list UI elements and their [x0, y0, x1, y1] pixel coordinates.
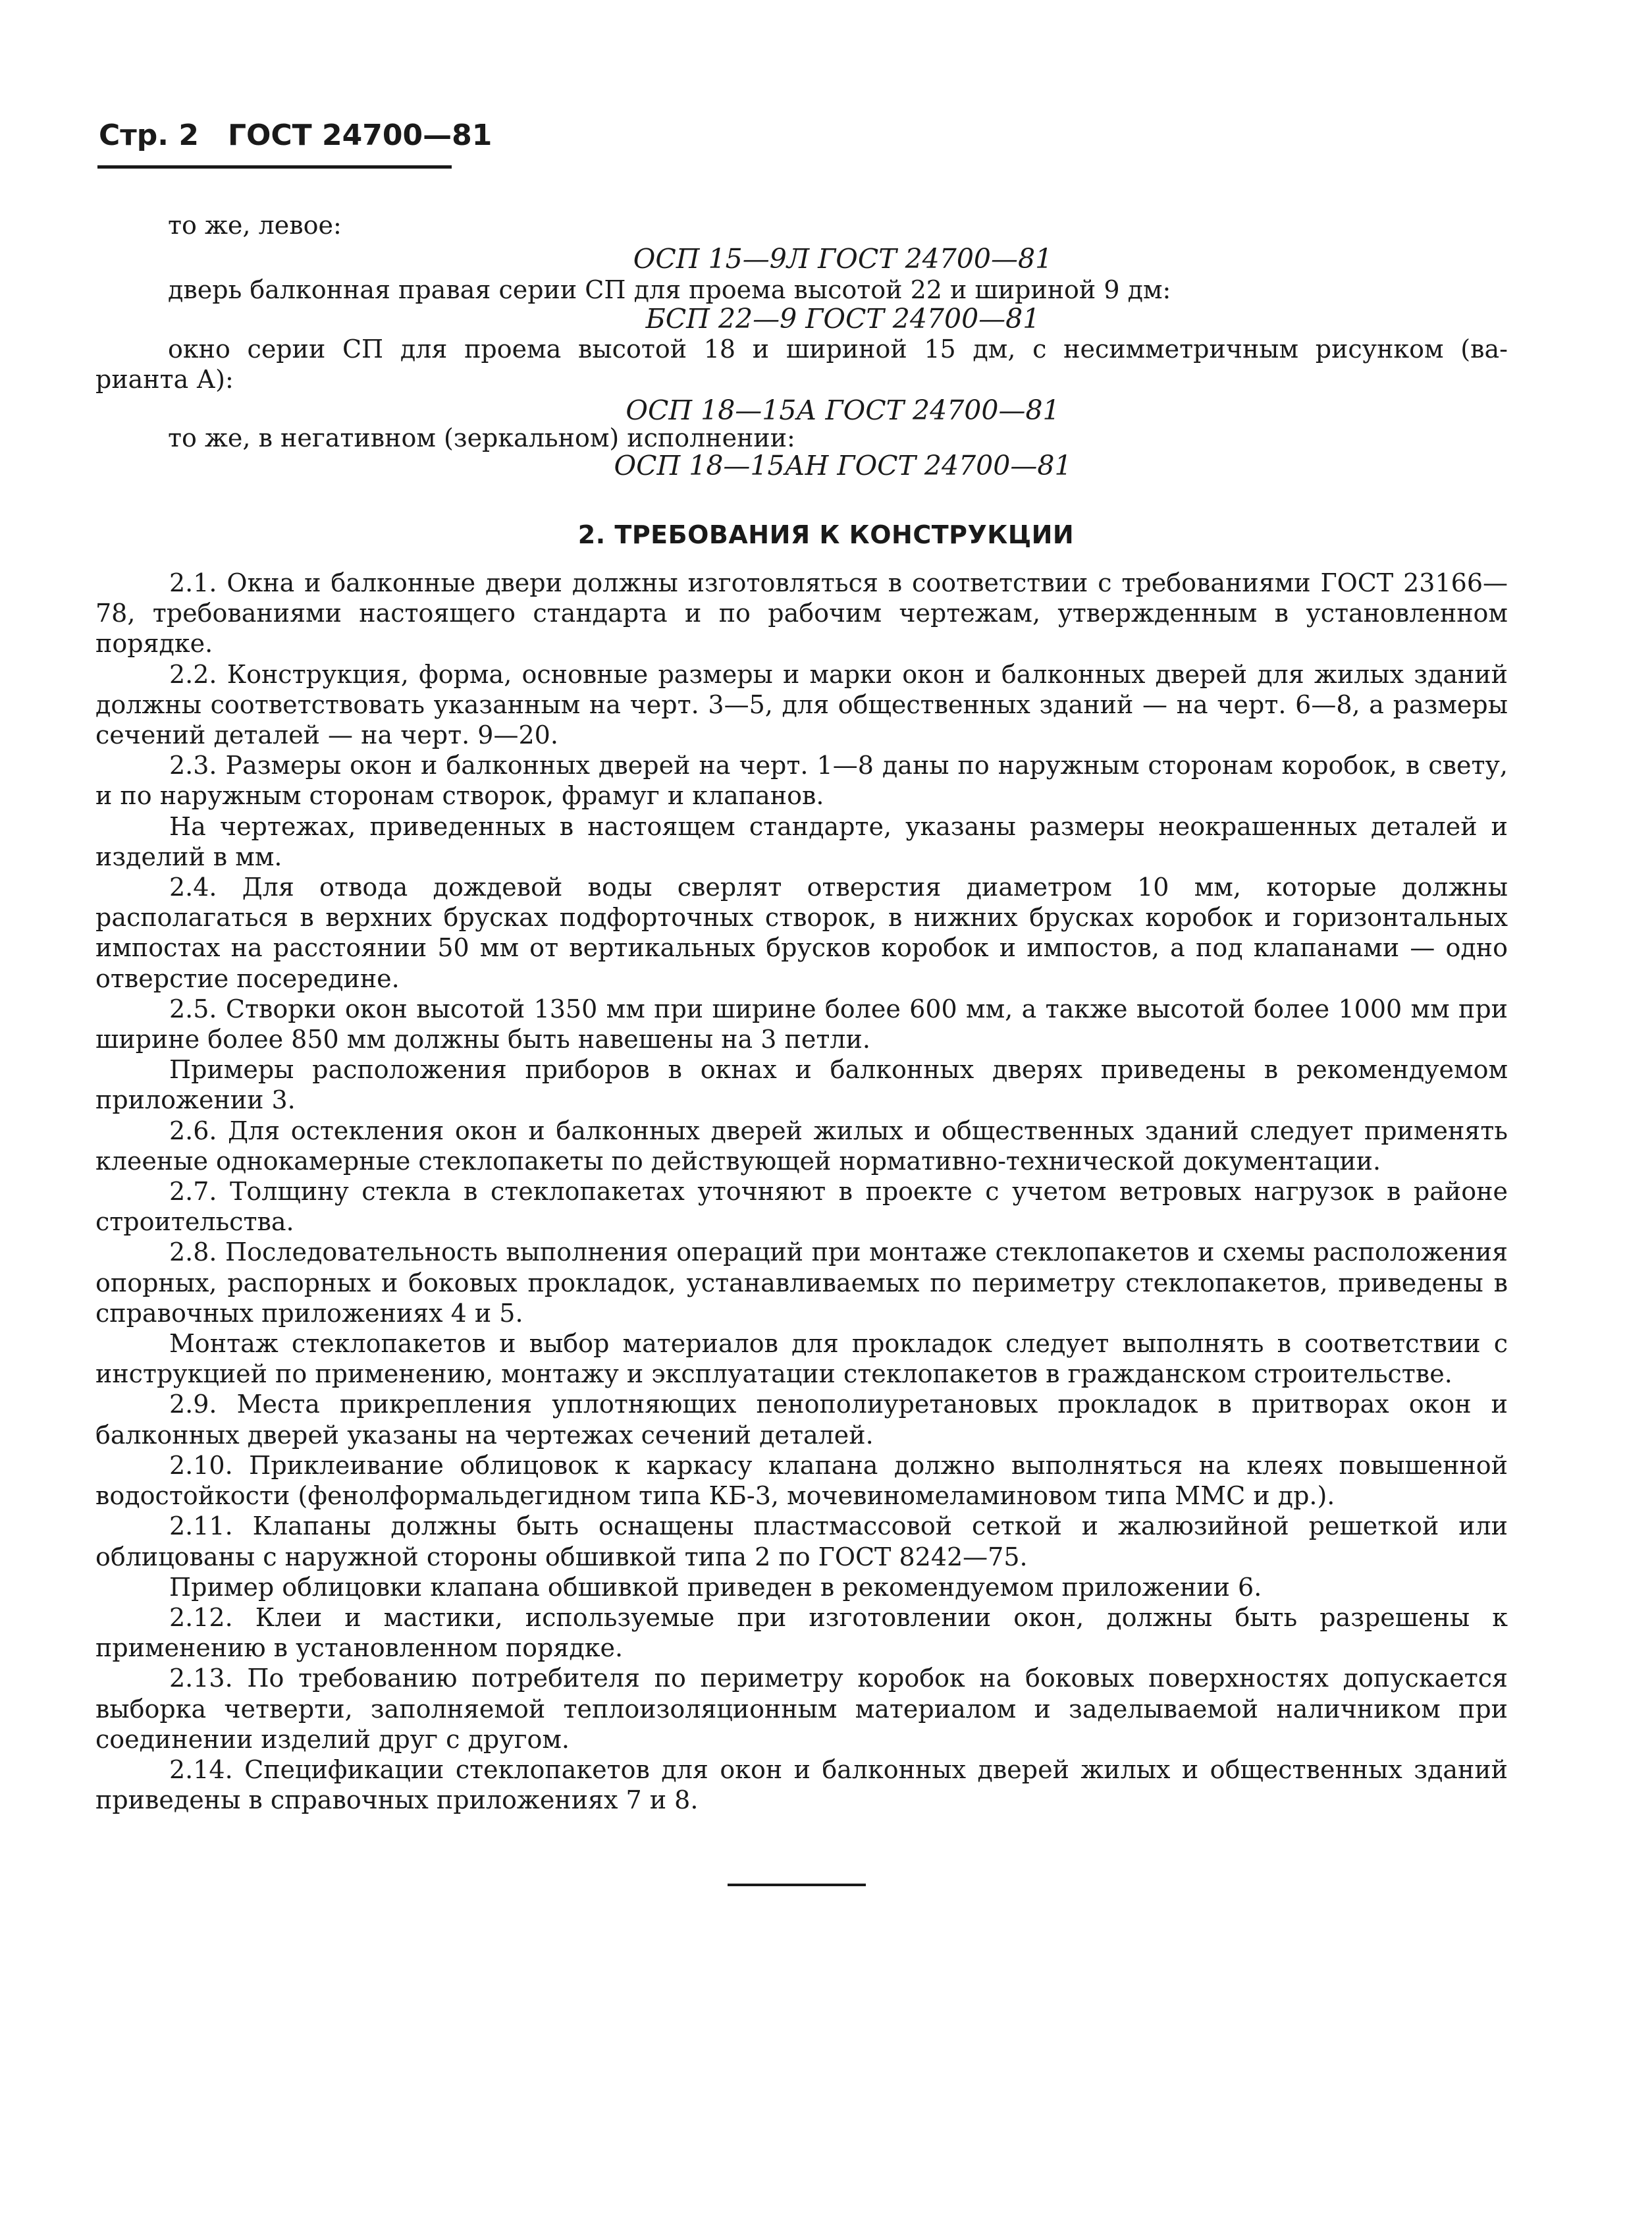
page-number: Стр. 2 — [99, 119, 199, 152]
paragraph: На чертежах, приведенных в настоящем стандарте, указаны размеры неокрашенных деталей и изделий в мм. — [95, 811, 1508, 871]
intro-line: рианта А): — [95, 365, 234, 394]
designation-example: ОСП 18—15А ГОСТ 24700—81 — [626, 394, 1060, 426]
end-rule — [728, 1884, 866, 1886]
paragraph: 2.1. Окна и балконные двери должны изготовляться в соответствии с требованиями ГОСТ 23166—78, требованиями настоящего стандарта и по рабочим чертежам, утвержденным в установленном порядке. — [95, 568, 1508, 659]
paragraph: 2.8. Последовательность выполнения операций при монтаже стеклопакетов и схемы расположения опорных, распорных и боковых прокладок, устанавливаемых по периметру стеклопакетов, приведены в справочных приложениях 4 и 5. — [95, 1237, 1508, 1328]
intro-line: дверь балконная правая серии СП для проема высотой 22 и шириной 9 дм: — [168, 275, 1171, 304]
paragraph: 2.14. Спецификации стеклопакетов для окон и балконных дверей жилых и общественных зданий приведены в справочных приложениях 7 и 8. — [95, 1754, 1508, 1815]
paragraph: 2.6. Для остекления окон и балконных дверей жилых и общественных зданий следует применять клееные однокамерные стеклопакеты по действующей нормативно-технической документации. — [95, 1116, 1508, 1176]
designation-example: БСП 22—9 ГОСТ 24700—81 — [645, 303, 1040, 335]
paragraph: Пример облицовки клапана обшивкой приведен в рекомендуемом приложении 6. — [169, 1572, 1262, 1602]
paragraph: 2.9. Места прикрепления уплотняющих пенополиуретановых прокладок в притворах окон и балконных дверей указаны на чертежах сечений деталей. — [95, 1390, 1508, 1450]
paragraph: 2.5. Створки окон высотой 1350 мм при ширине более 600 мм, а также высотой более 1000 мм при ширине более 850 мм должны быть навешены на 3 петли. — [95, 994, 1508, 1054]
paragraph: 2.2. Конструкция, форма, основные размеры и марки окон и балконных дверей для жилых зданий должны соответствовать указанным на черт. 3—5, для общественных зданий — на черт. 6—8, а размеры сечений деталей — на черт. 9—20. — [95, 659, 1508, 750]
paragraph: 2.10. Приклеивание облицовок к каркасу клапана должно выполняться на клеях повышенной водостойкости (фенолформальдегидном типа КБ-3, мочевиномеламиновом типа ММС и др.). — [95, 1450, 1508, 1511]
section-title: 2. ТРЕБОВАНИЯ К КОНСТРУКЦИИ — [577, 520, 1075, 549]
paragraph: 2.13. По требованию потребителя по периметру коробок на боковых поверхностях допускается выборка четверти, заполняемой теплоизоляционным материалом и заделываемой наличником при соединении изделий друг с другом. — [95, 1664, 1508, 1754]
designation-example: ОСП 18—15АН ГОСТ 24700—81 — [614, 450, 1072, 481]
paragraph: 2.11. Клапаны должны быть оснащены пластмассовой сеткой и жалюзийной решеткой или облицованы с наружной стороны обшивкой типа 2 по ГОСТ 8242—75. — [95, 1511, 1508, 1571]
header-rule — [97, 165, 452, 169]
paragraph: 2.3. Размеры окон и балконных дверей на черт. 1—8 даны по наружным сторонам коробок, в свету, и по наружным сторонам створок, фрамуг и клапанов. — [95, 751, 1508, 811]
intro-line: то же, в негативном (зеркальном) исполнении: — [168, 423, 795, 452]
paragraph: 2.12. Клеи и мастики, используемые при изготовлении окон, должны быть разрешены к применению в установленном порядке. — [95, 1602, 1508, 1663]
paragraph: Примеры расположения приборов в окнах и балконных дверях приведены в рекомендуемом приложении 3. — [95, 1055, 1508, 1115]
paragraph: 2.7. Толщину стекла в стеклопакетах уточняют в проекте с учетом ветровых нагрузок в районе строительства. — [95, 1177, 1508, 1237]
paragraph: Монтаж стеклопакетов и выбор материалов для прокладок следует выполнять в соответствии с инструкцией по применению, монтажу и эксплуатации стеклопакетов в гражданском строительстве. — [95, 1329, 1508, 1389]
section-body — [95, 568, 1508, 1815]
designation-example: ОСП 15—9Л ГОСТ 24700—81 — [633, 243, 1053, 275]
intro-line: окно серии СП для проема высотой 18 и шириной 15 дм, с несимметричным рисунком (ва- — [168, 335, 1508, 364]
standard-code: ГОСТ 24700—81 — [227, 119, 493, 152]
intro-line: то же, левое: — [168, 211, 342, 240]
page-header — [99, 119, 492, 152]
paragraph: 2.4. Для отвода дождевой воды сверлят отверстия диаметром 10 мм, которые должны располагаться в верхних брусках подфорточных створок, в нижних брусках коробок и горизонтальных импостах на расстоянии 50 мм от вертикальных брусков коробок и импостов, а под клапанами — одно отверстие посередине. — [95, 873, 1508, 993]
